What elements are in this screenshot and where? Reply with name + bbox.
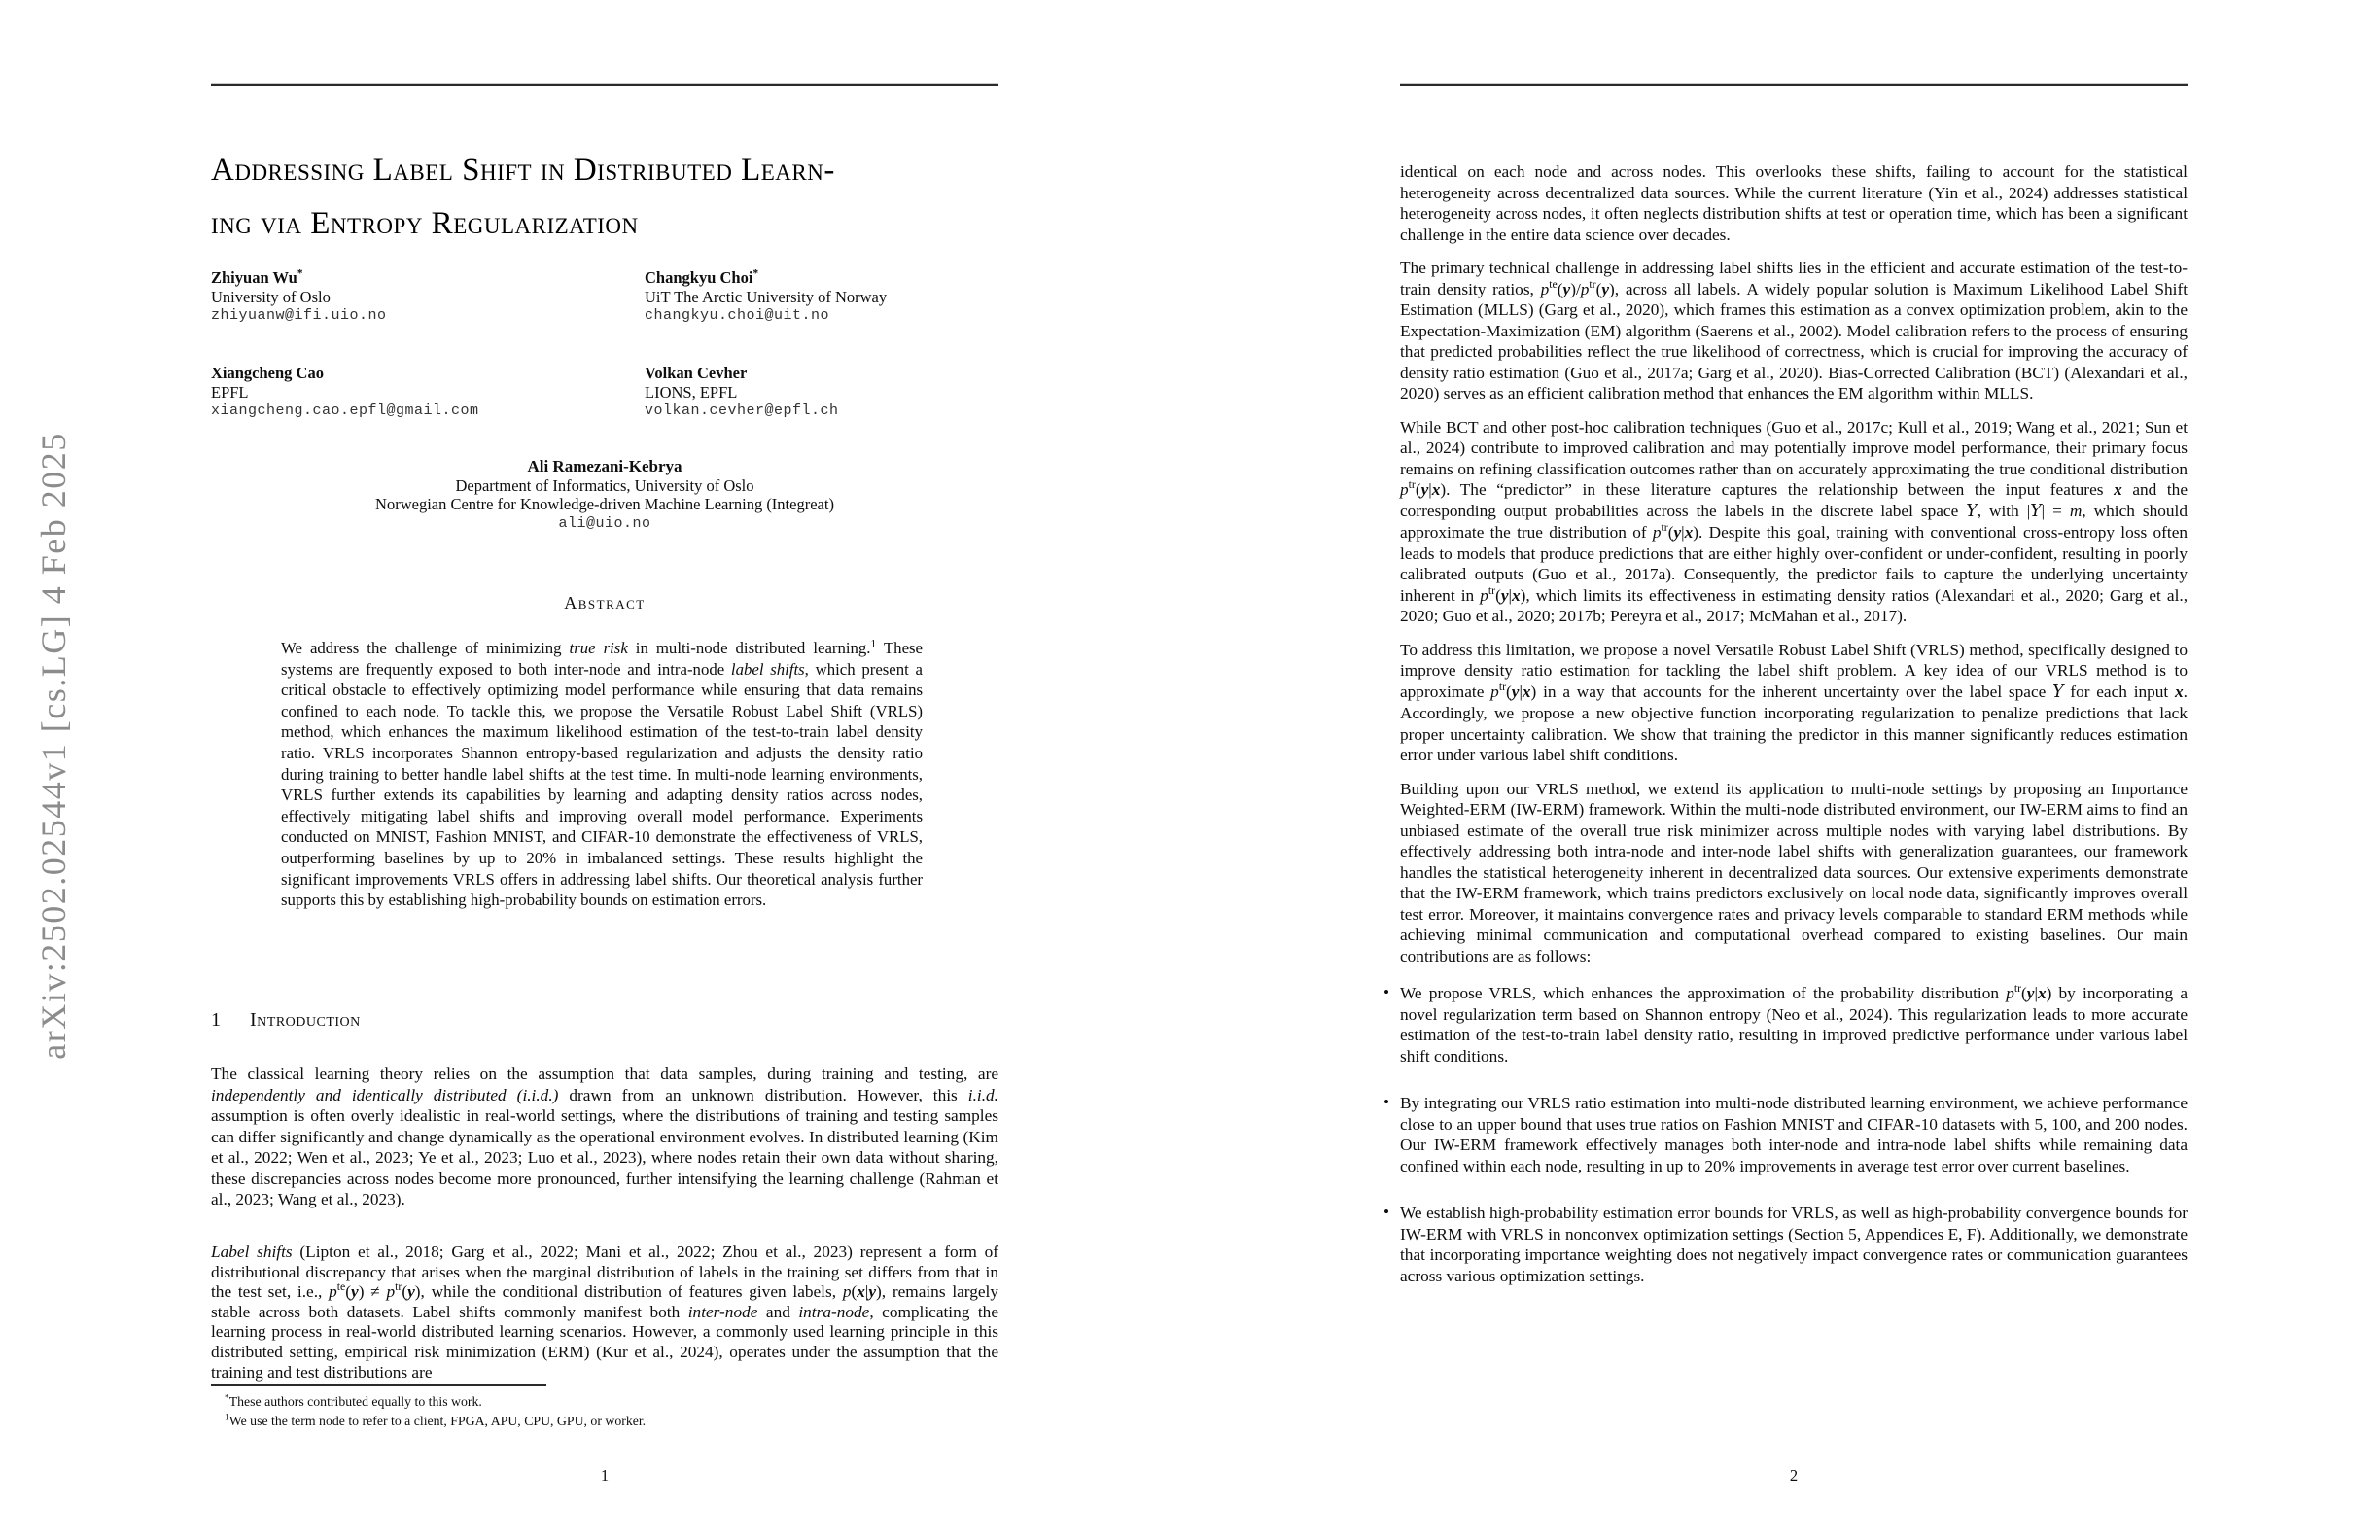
paragraph: Label shifts (Lipton et al., 2018; Garg et al., 2022; Mani et al., 2022; Zhou et al., 2023) represent a form of distributional discrepancy that arises when the marginal distribution of labels in the training set differs from that in the test set, i.e., $p^{te}(y) \ne p^{tr}(y)$, while the conditional distribution of features given labels, p(x|y), remains largely stable across both datasets. Label shifts commonly manifest both inter-node and intra-node, complicating the learning process in real-world distributed learning scenarios. However, a commonly used learning principle in this distributed setting, empirical risk minimization (ERM) (Kur et al., 2024), operates under the assumption that the training and test distributions are [211,1242,998,1382]
list-item [1383,1093,2188,1176]
paragraph: identical on each node and across nodes. This overlooks these shifts, failing to account for the statistical heterogeneity across decentralized data sources. While the current literature (Yin et al., 2024) addresses statistical heterogeneity across nodes, it often neglects distribution shifts at test or operation time, which has been a significant challenge in the entire data science over decades. [1400,162,2188,244]
corresponding-author-block [211,457,998,534]
paragraph: While BCT and other post-hoc calibration techniques (Guo et al., 2017c; Kull et al., 2019; Wang et al., 2021; Sun et al., 2024) contribute to improved calibration and may potentially improve model performance, their primary focus remains on refining classification outcomes rather than on accurately approximating the true conditional distribution $p^{tr}(y|x)$. The “predictor” in these literature captures the relationship between the input features x and the corresponding output probabilities across the labels in the discrete label space Y, with |Y| = m, which should approximate the true distribution of $p^{tr}(y|x)$. Despite this goal, training with conventional cross-entropy loss often leads to models that produce predictions that are either highly over-confident or under-confident, resulting in poorly calibrated outputs (Guo et al., 2017a). Consequently, the predictor fails to capture the underlying uncertainty inherent in $p^{tr}(y|x)$, which limits its effectiveness in estimating density ratios (Alexandari et al., 2020; Garg et al., 2020; Guo et al., 2020; 2017b; Pereyra et al., 2017; McMahan et al., 2017). [1400,417,2188,625]
page-1 [211,0,998,1540]
footnote-equal-contribution: *These authors contributed equally to this work. [225,1393,482,1409]
author-affiliation: Norwegian Centre for Knowledge-driven Machine Learning (Integreat) [375,495,834,513]
author-affiliation: EPFL [211,382,249,402]
author-block [211,268,619,326]
author-email: ali@uio.no [558,514,651,532]
footnotes [211,1392,998,1430]
page-2 [1383,0,2188,1540]
paragraph: The primary technical challenge in addressing label shifts lies in the efficient and accurate estimation of the test-to-train density ratios, $p^{te}(y)/p^{tr}(y)$, across all labels. A widely popular solution is Maximum Likelihood Label Shift Estimation (MLLS) (Garg et al., 2020), which frames this estimation as a convex optimization problem, akin to the Expectation-Maximization (EM) algorithm (Saerens et al., 2002). Model calibration refers to the process of ensuring that predicted probabilities reflect the true likelihood of correctness, which is crucial for improving the accuracy of density ratio estimation (Guo et al., 2017a; Garg et al., 2020). Bias-Corrected Calibration (BCT) (Alexandari et al., 2020) serves as an efficient calibration method that enhances the EM algorithm within MLLS. [1400,259,2188,402]
author-email: changkyu.choi@uit.no [645,307,830,324]
title-line-2: ing via Entropy Regularization [211,206,639,241]
list-item-text: We establish high-probability estimation error bounds for VRLS, as well as high-probability convergence bounds for IW-ERM with VRLS in nonconvex optimization settings (Section 5, Appendices E, F). Additionally, we demonstrate that incorporating importance weighting does not negatively impact convergence rates or communication guarantees across various optimization settings. [1400,1204,2188,1285]
author-name: Zhiyuan Wu* [211,267,303,287]
author-name: Volkan Cevher [645,364,748,382]
page-2-body [1383,161,2188,1312]
author-email: xiangcheng.cao.epfl@gmail.com [211,402,479,419]
bullet-icon: • [1383,983,1390,1001]
list-item-text: By integrating our VRLS ratio estimation into multi-node distributed learning environment, we achieve performance close to an upper bound that uses true ratios on Fashion MNIST and CIFAR-10 datasets with 5, 100, and 200 nodes. Our IW-ERM framework effectively manages both inter-node and intra-node label shifts while remaining data confined within each node, resulting in up to 20% improvements in average test error over current baselines. [1400,1094,2188,1175]
author-affiliation: LIONS, EPFL [645,382,738,402]
header-rule [1400,83,2188,86]
contributions-list [1383,982,2188,1286]
author-affiliation: Department of Informatics, University of Oslo [455,475,754,495]
list-item-text: We propose VRLS, which enhances the approximation of the probability distribution $p^{tr}(y|x)$ by incorporating a novel regularization term based on Shannon entropy (Neo et al., 2024). This regularization leads to more accurate estimation of the test-to-train label density ratio, resulting in improved predictive performance under various label shift conditions. [1400,982,2188,1066]
paper-title [211,144,998,251]
header-rule [211,83,998,86]
page-number: 1 [600,1466,610,1485]
author-email: zhiyuanw@ifi.uio.no [211,307,387,324]
list-item [1383,982,2188,1067]
author-affiliation: UiT The Arctic University of Norway [645,287,888,306]
author-block [645,268,1053,326]
paragraph: To address this limitation, we propose a novel Versatile Robust Label Shift (VRLS) method, specifically designed to improve density ratio estimation for tackling the label shift problem. A key idea of our VRLS method is to approximate $p^{tr}(y|x)$ in a way that accounts for the inherent uncertainty over the label space Y for each input x. Accordingly, we propose a new objective function incorporating regularization to penalize predictions that lack proper uncertainty calibration. We show that training the predictor in this manner significantly reduces estimation error under various label shift conditions. [1400,640,2188,764]
page-number: 2 [1789,1466,1799,1485]
author-block [211,364,619,421]
footnote-node-definition: $^1$We use the term node to refer to a client, FPGA, APU, CPU, GPU, or worker. [225,1412,647,1428]
paragraph: The classical learning theory relies on the assumption that data samples, during training and testing, are independently and identically distributed (i.i.d.) drawn from an unknown distribution. However, this i.i.d. assumption is often overly idealistic in real-world settings, where the distributions of training and testing samples can differ significantly and change dynamically as the operational environment evolves. In distributed learning (Kim et al., 2022; Wen et al., 2023; Ye et al., 2023; Luo et al., 2023), where nodes retain their own data without sharing, these discrepancies across nodes become more pronounced, further intensifying the learning challenge (Rahman et al., 2023; Wang et al., 2023). [211,1065,998,1208]
abstract-heading: Abstract [564,593,646,612]
footnote-rule [211,1384,546,1386]
title-line-1: Addressing Label Shift in Distributed Learn- [211,153,835,188]
bullet-icon: • [1383,1203,1390,1221]
section-heading-introduction [211,1009,361,1032]
arxiv-watermark: arXiv:2502.02544v1 [cs.LG] 4 Feb 2025 [34,432,73,1060]
list-item [1383,1203,2188,1286]
section-title: Introduction [250,1009,361,1031]
author-name: Xiangcheng Cao [211,364,324,382]
bullet-icon: • [1383,1093,1390,1111]
author-email: volkan.cevher@epfl.ch [645,402,839,419]
paragraph: Building upon our VRLS method, we extend its application to multi-node settings by proposing an Importance Weighted-ERM (IW-ERM) framework. Within the multi-node distributed environment, our IW-ERM aims to find an unbiased estimate of the overall true risk minimizer across multiple nodes with varying label distributions. By effectively addressing both intra-node and inter-node label shifts with generalization guarantees, our framework handles the statistical heterogeneity inherent in decentralized data sources. Our extensive experiments demonstrate that the IW-ERM framework, which trains predictors exclusively on local node data, significantly improves overall test error. Moreover, it maintains convergence rates and privacy levels comparable to standard ERM methods while achieving minimal communication and computational overhead compared to existing baselines. Our main contributions are as follows: [1400,779,2188,965]
abstract-text: We address the challenge of minimizing true risk in multi-node distributed learning.$^1$ These systems are frequently exposed to both inter-node and intra-node label shifts, which present a critical obstacle to effectively optimizing model performance while ensuring that data remains confined to each node. To tackle this, we propose the Versatile Robust Label Shift (VRLS) method, which enhances the maximum likelihood estimation of the test-to-train label density ratio. VRLS incorporates Shannon entropy-based regularization and adjusts the density ratio during training to better handle label shifts at the test time. In multi-node learning environments, VRLS further extends its capabilities by learning and adapting density ratios across nodes, effectively mitigating label shifts and improving overall model performance. Experiments conducted on MNIST, Fashion MNIST, and CIFAR-10 demonstrate the effectiveness of VRLS, outperforming baselines by up to 20% in imbalanced settings. These results highlight the significant improvements VRLS offers in addressing label shifts. Our theoretical analysis further supports this by establishing high-probability bounds on estimation errors. [281,638,924,910]
author-affiliation: University of Oslo [211,287,331,306]
author-block [645,364,1053,421]
author-name: Changkyu Choi* [645,267,759,287]
section-number: 1 [211,1009,221,1031]
author-name: Ali Ramezani-Kebrya [527,457,682,475]
